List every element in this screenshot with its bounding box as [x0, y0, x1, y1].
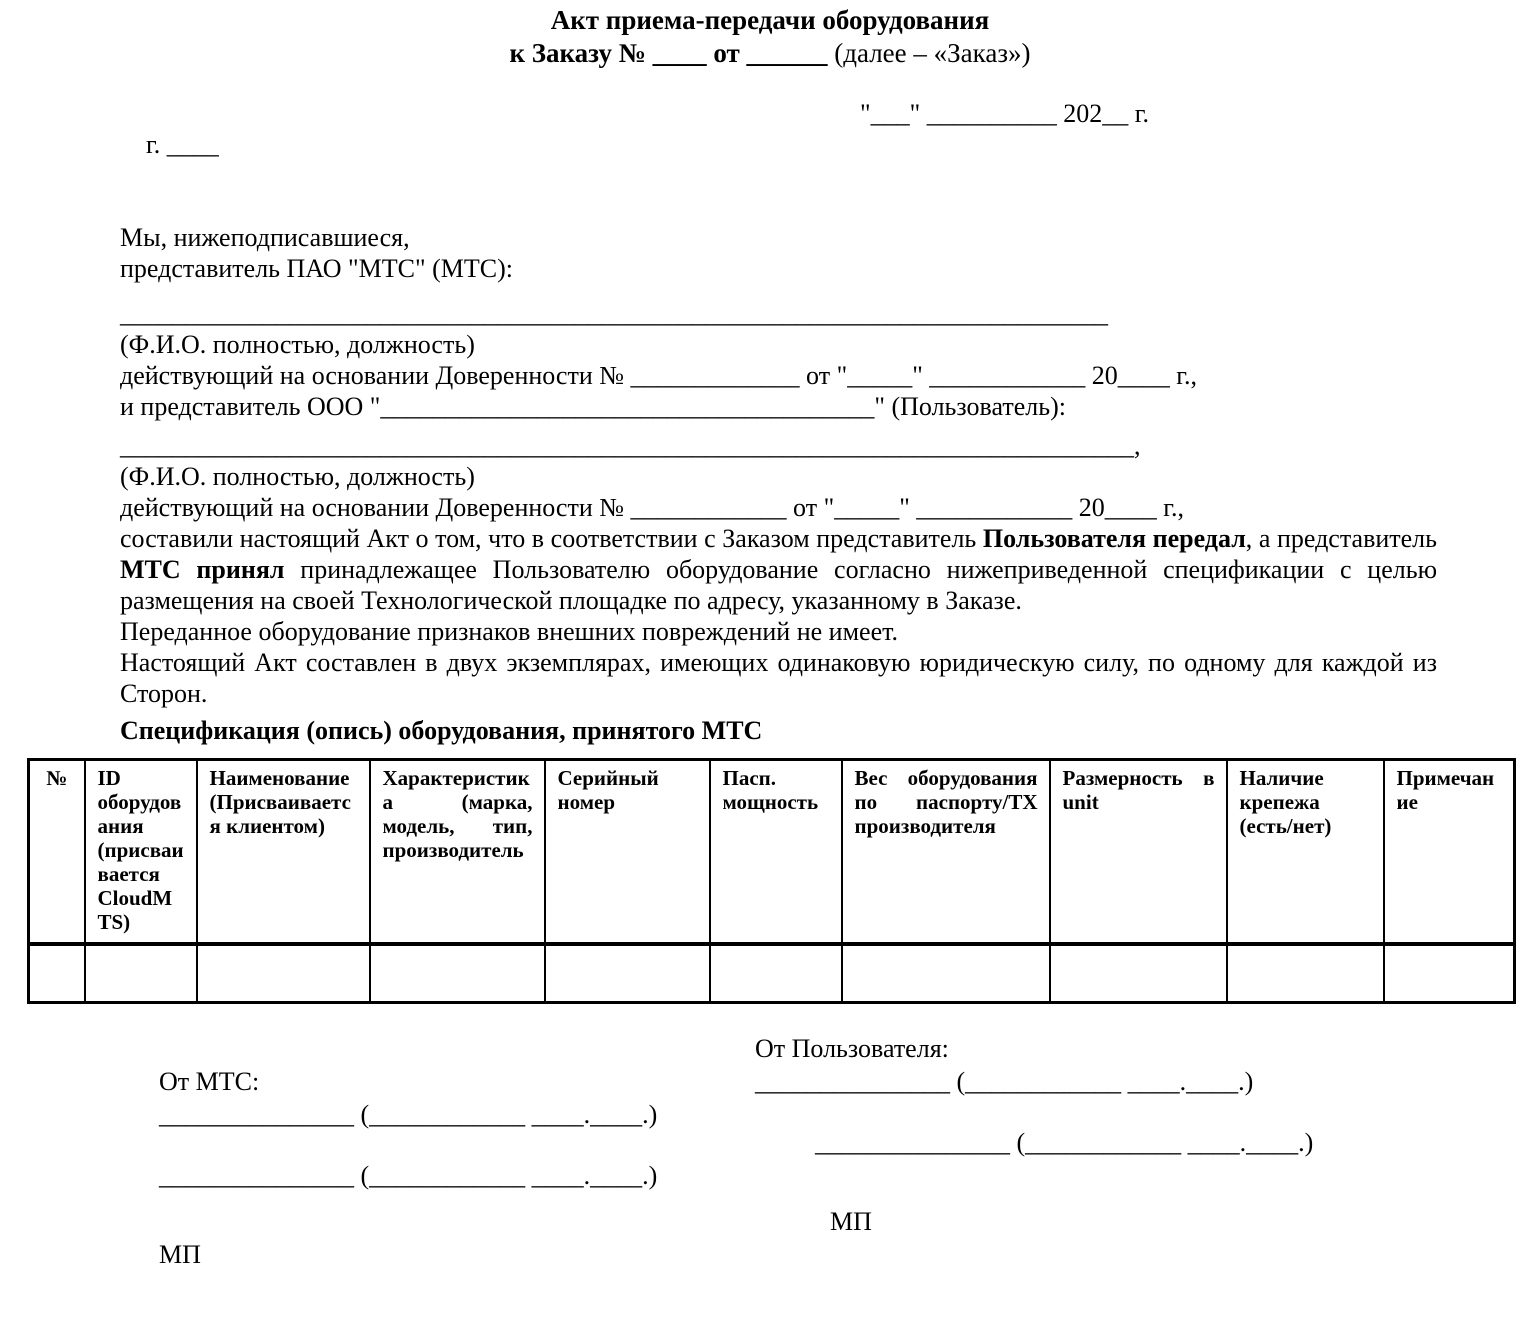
doc-title-block	[0, 0, 1540, 70]
mts-accepted-bold: МТС принял	[120, 555, 285, 584]
user-attorney-line: действующий на основании Доверенности № ____________ от "_____" ____________ 20____ г.,	[120, 493, 1185, 522]
copies-paragraph: Настоящий Акт составлен в двух экземплярах, имеющих одинаковую юридическую силу, по одному для каждой из Сторон.	[120, 648, 1444, 708]
user-signature-line-2: _______________ (____________ ____.____.)	[815, 1127, 1314, 1157]
fio-caption-2: (Ф.И.О. полностью, должность)	[120, 462, 475, 491]
spec-empty-cell	[1384, 944, 1515, 1002]
spec-empty-cell	[710, 944, 842, 1002]
spec-empty-cell	[197, 944, 370, 1002]
col-header-notes: Примечание	[1384, 760, 1515, 945]
mts-signature-line-2: _______________ (____________ ____.____.)	[159, 1160, 658, 1190]
col-header-number: №	[29, 760, 85, 945]
spec-empty-cell	[29, 944, 85, 1002]
user-passed-bold: Пользователя передал	[982, 524, 1246, 553]
col-header-mounting: Наличие крепежа (есть/нет)	[1227, 760, 1384, 945]
intro-line: Мы, нижеподписавшиеся,	[120, 223, 410, 252]
signature-section	[120, 1032, 1540, 1269]
act-body-text-3: принадлежащее Пользователю оборудование согласно нижеприведенной спецификации с целью размещения на своей Технологической площадке по адресу, указанному в Заказе.	[120, 555, 1444, 615]
doc-subtitle	[0, 37, 1540, 70]
spec-heading: Спецификация (опись) оборудования, принятого МТС	[120, 716, 763, 745]
col-header-characteristics: Характеристика (марка, модель, тип, производитель	[370, 760, 545, 945]
spec-empty-cell	[370, 944, 545, 1002]
mts-rep-name-blank: ____________________________________________________________________________	[120, 299, 1108, 328]
col-header-unit-size: Размерность в unit	[1050, 760, 1227, 945]
fio-caption-1: (Ф.И.О. полностью, должность)	[120, 330, 475, 359]
spec-header-row	[29, 760, 1515, 945]
order-ref: к Заказу № ____ от ______	[509, 38, 828, 68]
stamp-row	[120, 1205, 1540, 1269]
spec-empty-row	[29, 944, 1515, 1002]
signature-titles-row	[120, 1032, 1540, 1096]
order-ref-note: (далее – «Заказ»)	[827, 38, 1031, 68]
col-header-name: Наименование (Присваивается клиентом)	[197, 760, 370, 945]
mts-attorney-line: действующий на основании Доверенности № _____________ от "_____" ____________ 20____ г.,	[120, 361, 1198, 390]
act-body-text-2: , а представитель	[1245, 524, 1444, 553]
mts-signature-title: От МТС:	[159, 1066, 260, 1096]
spec-empty-cell	[545, 944, 710, 1002]
col-header-weight: Вес оборудования по паспорту/ТХ производителя	[842, 760, 1050, 945]
mts-stamp: МП	[159, 1239, 201, 1269]
user-signature-line-1: _______________ (____________ ____.____.)	[755, 1066, 1254, 1096]
city-field: г. ____	[146, 130, 219, 159]
user-rep-line: и представитель ООО "______________________________________" (Пользователь):	[120, 392, 1066, 421]
spec-table	[27, 758, 1516, 1004]
col-header-serial-number: Серийный номер	[545, 760, 710, 945]
col-header-equipment-id: ID оборудования (присваивается CloudMTS)	[85, 760, 197, 945]
spec-empty-cell	[1227, 944, 1384, 1002]
user-rep-name-blank: ______________________________________________________________________________,	[120, 431, 1141, 460]
signature-line-row-1	[120, 1065, 1540, 1129]
act-body-text-1: составили настоящий Акт о том, что в соответствии с Заказом представитель	[120, 524, 983, 553]
signature-line-row-2	[120, 1126, 1540, 1190]
doc-title: Акт приема-передачи оборудования	[550, 5, 990, 35]
spec-empty-cell	[842, 944, 1050, 1002]
col-header-passport-power: Пасп. мощность	[710, 760, 842, 945]
spec-empty-cell	[1050, 944, 1227, 1002]
user-stamp: МП	[830, 1206, 872, 1236]
spec-empty-cell	[85, 944, 197, 1002]
user-signature-title: От Пользователя:	[755, 1033, 949, 1063]
mts-rep-line: представитель ПАО "МТС" (МТС):	[120, 254, 514, 283]
city-date-row	[120, 98, 1437, 222]
act-body-paragraph	[120, 523, 1444, 616]
no-damage-line: Переданное оборудование признаков внешних повреждений не имеет.	[120, 617, 899, 646]
mts-signature-line-1: _______________ (____________ ____.____.)	[159, 1099, 658, 1129]
date-field: "___" __________ 202__ г.	[860, 99, 1149, 128]
